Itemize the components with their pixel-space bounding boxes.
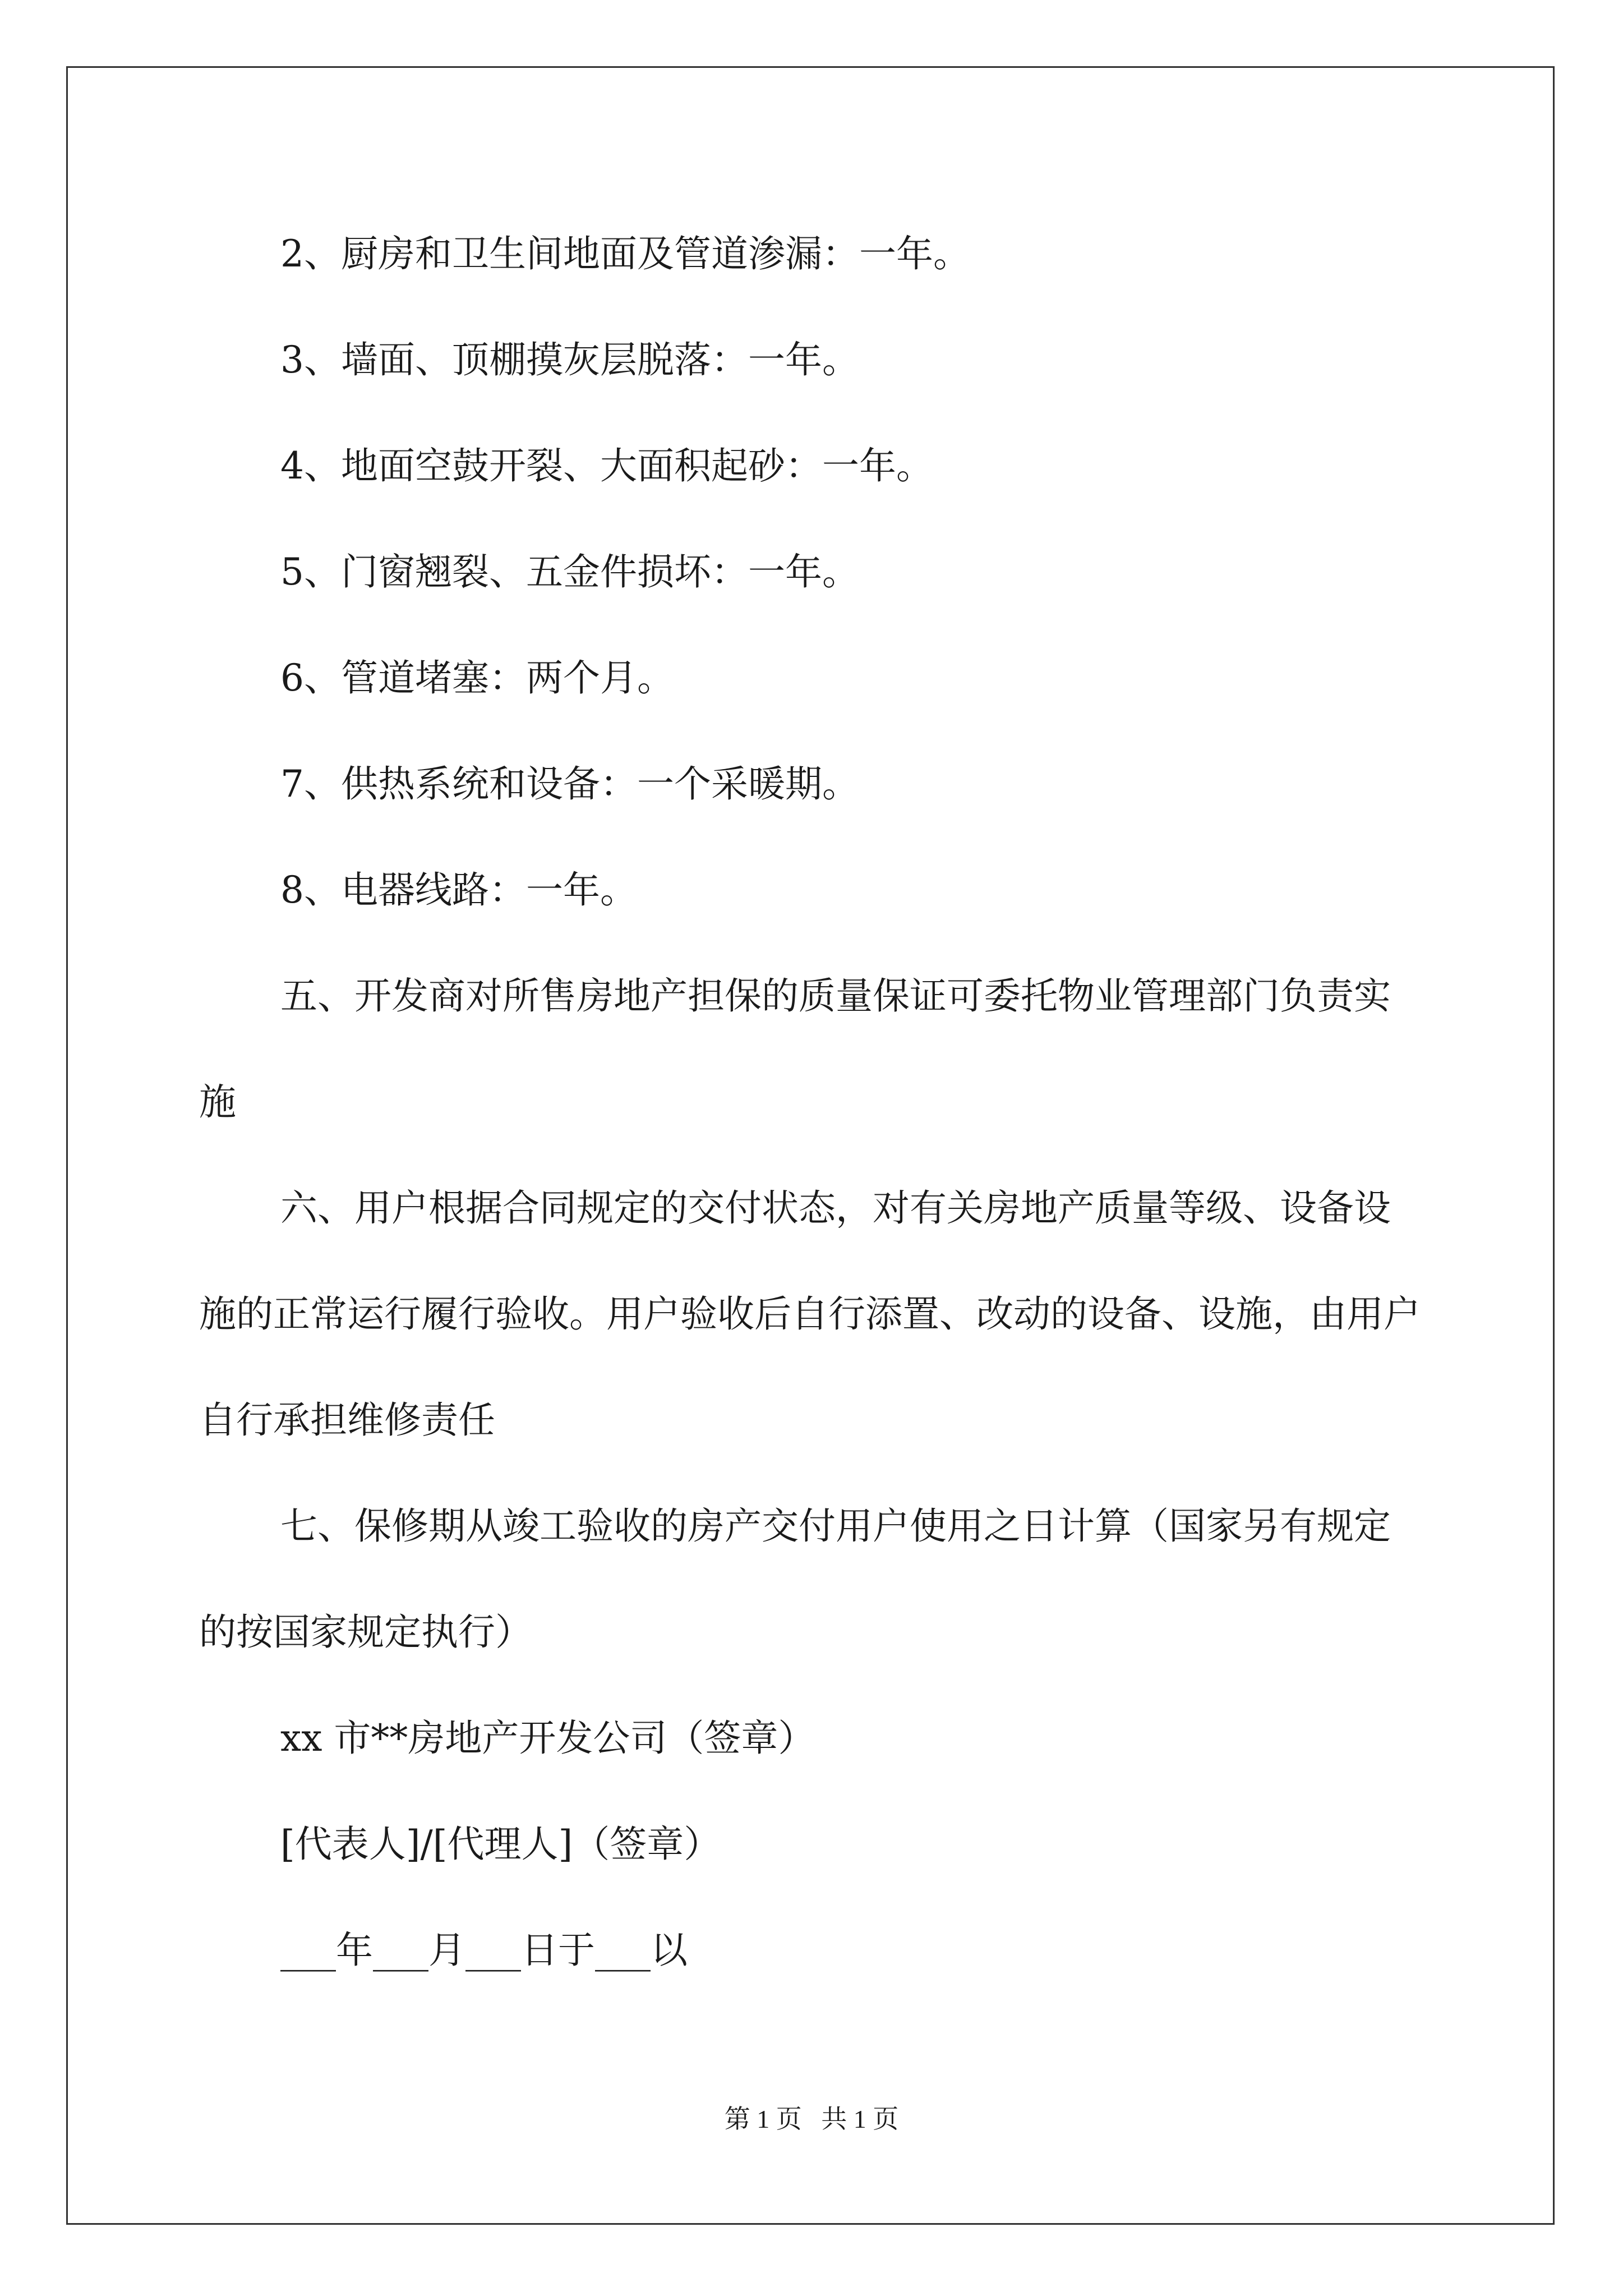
clause-five: 五、开发商对所售房地产担保的质量保证可委托物业管理部门负责实施	[199, 974, 1391, 1124]
document-body	[199, 201, 1422, 2003]
company-signature-line: xx 市**房地产开发公司（签章）	[280, 1717, 815, 1760]
warranty-item-5: 5、门窗翘裂、五金件损坏：一年。	[280, 550, 859, 593]
clause-six: 六、用户根据合同规定的交付状态，对有关房地产质量等级、设备设施的正常运行履行验收。用户验收后自行添置、改动的设备、设施，由用户自行承担维修责任	[199, 1186, 1421, 1442]
warranty-item-8: 8、电器线路：一年。	[280, 868, 637, 912]
warranty-item-4: 4、地面空鼓开裂、大面积起砂：一年。	[280, 444, 933, 487]
date-line: ___年___月___日于___以	[280, 1929, 688, 1972]
clause-seven: 七、保修期从竣工验收的房产交付用户使用之日计算（国家另有规定的按国家规定执行）	[199, 1504, 1391, 1654]
warranty-item-7: 7、供热系统和设备：一个采暖期。	[280, 762, 859, 806]
warranty-item-6: 6、管道堵塞：两个月。	[280, 656, 674, 700]
page-number-footer: 第 1 页 共 1 页	[724, 2105, 899, 2133]
representative-signature-line: [代表人]/[代理人]（签章）	[280, 1823, 721, 1866]
warranty-item-2: 2、厨房和卫生间地面及管道渗漏：一年。	[280, 232, 970, 275]
warranty-item-3: 3、墙面、顶棚摸灰层脱落：一年。	[280, 338, 859, 381]
